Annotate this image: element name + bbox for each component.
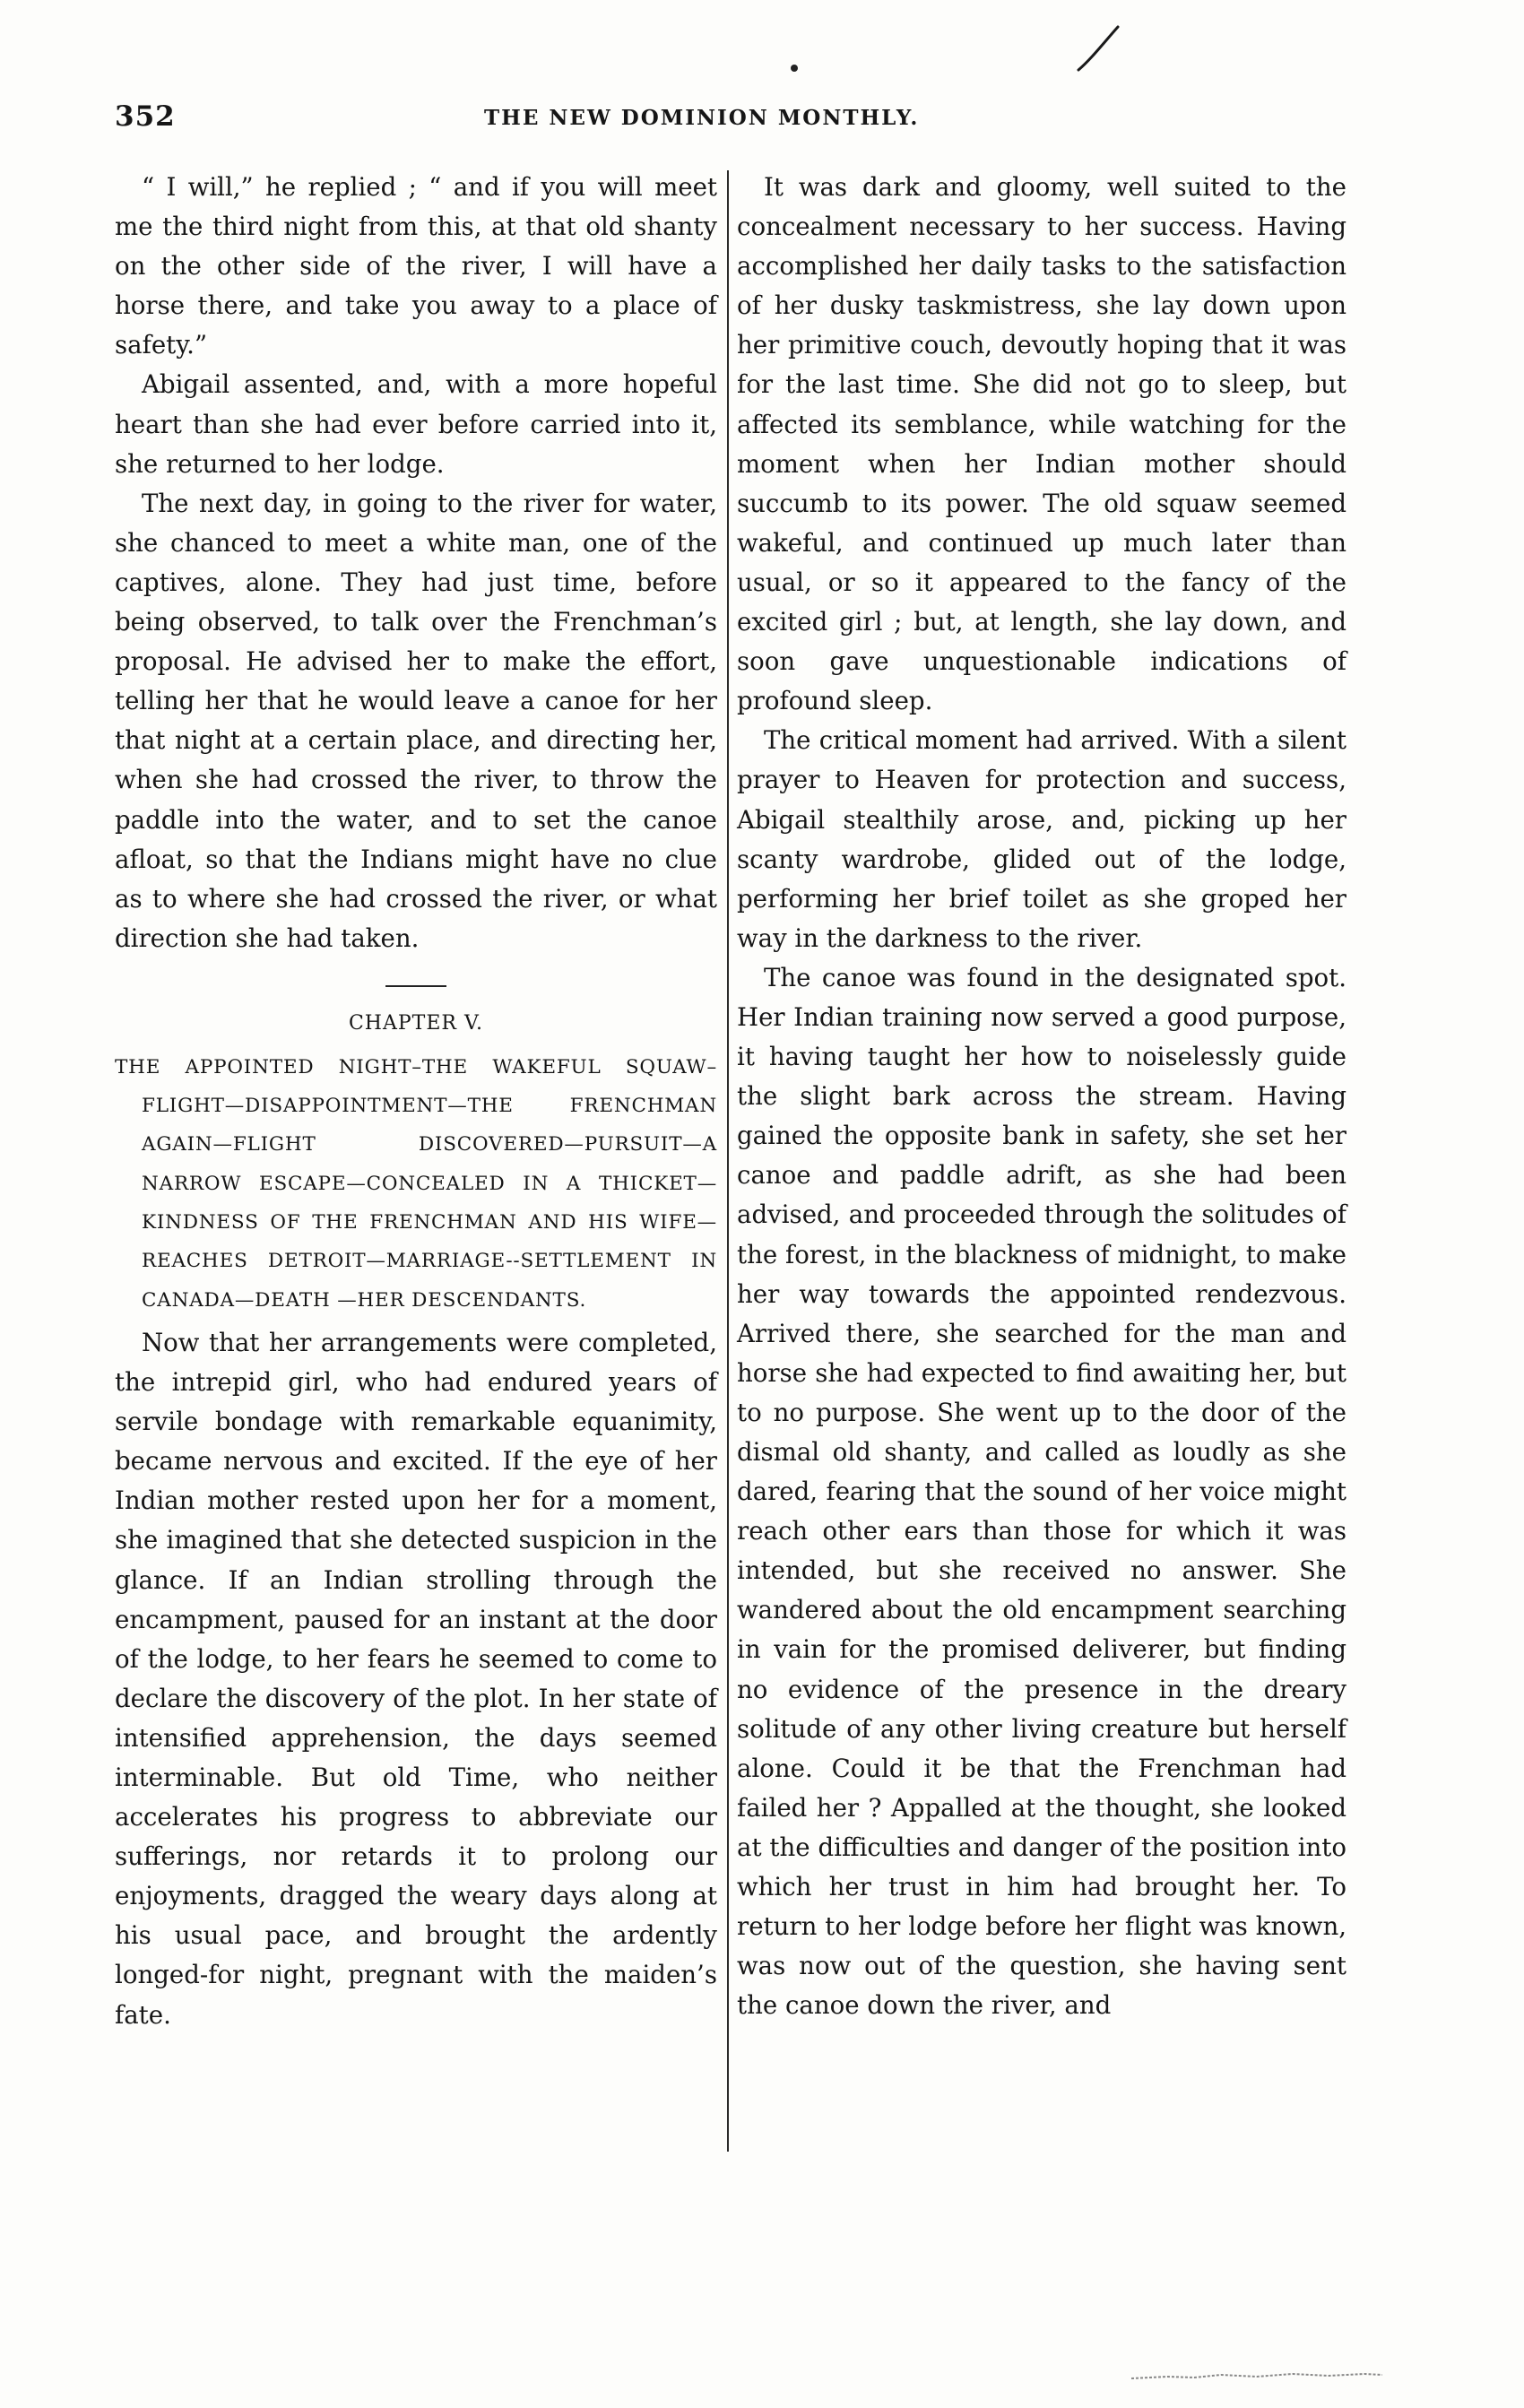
ink-smudge <box>1131 2372 1382 2381</box>
running-title: THE NEW DOMINION MONTHLY. <box>484 106 920 130</box>
chapter-divider <box>385 985 446 987</box>
paragraph: The canoe was found in the designated spot. Her Indian training now served a good purpose, it having taught her how to noiselessly guide the slight bark across the stream. Having gained the opposite bank in safety, she set her canoe and paddle adrift, as she had been advised, and proceeded through the solitudes of the forest, in the blackness of midnight, to make her way towards the appointed rendezvous. Arrived there, she searched for the man and horse she had expected to find awaiting her, but to no purpose. She went up to the door of the dismal old shanty, and called as loudly as she dared, fearing that the sound of her voice might reach other ears than those for which it was intended, but she received no answer. She wandered about the old encampment searching in vain for the promised deliverer, but finding no evidence of the presence in the dreary solitude of any other living creature but herself alone. Could it be that the Frenchman had failed her ? Appalled at the thought, she looked at the difficulties and danger of the position into which her trust in him had brought her. To return to her lodge before her flight was known, was now out of the question, she having sent the canoe down the river, and <box>737 962 1346 2021</box>
pen-stroke-mark <box>1071 23 1125 77</box>
chapter-summary: THE APPOINTED NIGHT–THE WAKEFUL SQUAW–FLIGHT—DISAPPOINTMENT—THE FRENCHMAN AGAIN—FLIGHT DISCOVERED—PURSUIT—A NARROW ESCAPE—CONCEALED IN A THICKET—KINDNESS OF THE FRENCHMAN AND HIS WIFE—REACHES DETROIT—MARRIAGE--SETTLEMENT IN CANADA—DEATH —HER DESCENDANTS. <box>115 1055 717 1312</box>
paragraph: “ I will,” he replied ; “ and if you will meet me the third night from this, at that old shanty on the other side of the river, I will have a horse there, and take you away to a place of safety.” <box>115 172 717 360</box>
page-number: 352 <box>115 100 176 133</box>
paragraph: Abigail assented, and, with a more hopeful heart than she had ever before carried into it, she returned to her lodge. <box>115 369 717 479</box>
running-header <box>0 100 1524 136</box>
paragraph: Now that her arrangements were completed, the intrepid girl, who had endured years of servile bondage with remarkable equanimity, became nervous and excited. If the eye of her Indian mother rested upon her for a moment, she imagined that she detected suspicion in the glance. If an Indian strolling through the encampment, paused for an instant at the door of the lodge, to her fears he seemed to come to declare the discovery of the plot. In her state of intensified apprehension, the days seemed interminable. But old Time, who neither accelerates his progress to abbreviate our sufferings, nor retards it to prolong our enjoyments, dragged the weary days along at his usual pace, and brought the ardently longed-for night, pregnant with the maiden’s fate. <box>115 1327 717 2030</box>
left-column <box>115 168 717 2035</box>
paragraph: It was dark and gloomy, well suited to the concealment necessary to her success. Having accomplished her daily tasks to the satisfaction of her dusky taskmistress, she lay down upon her primitive couch, devoutly hoping that it was for the last time. She did not go to sleep, but affected its semblance, while watching for the moment when her Indian mother should succumb to its power. The old squaw seemed wakeful, and continued up much later than usual, or so it appeared to the fancy of the excited girl ; but, at length, she lay down, and soon gave unquestionable indications of profound sleep. <box>737 172 1346 716</box>
right-column <box>737 168 1346 2025</box>
column-divider <box>727 170 729 2152</box>
paragraph: The next day, in going to the river for water, she chanced to meet a white man, one of the captives, alone. They had just time, before being observed, to talk over the Frenchman’s proposal. He advised her to make the effort, telling her that he would leave a canoe for her that night at a certain place, and directing her, when she had crossed the river, to throw the paddle into the water, and to set the canoe afloat, so that the Indians might have no clue as to where she had crossed the river, or what direction she had taken. <box>115 488 717 953</box>
ink-dot <box>791 65 798 72</box>
chapter-heading: CHAPTER V. <box>348 1011 484 1035</box>
paragraph: The critical moment had arrived. With a silent prayer to Heaven for protection and success, Abigail stealthily arose, and, picking up her scanty wardrobe, glided out of the lodge, performing her brief toilet as she groped her way in the darkness to the river. <box>737 725 1346 953</box>
